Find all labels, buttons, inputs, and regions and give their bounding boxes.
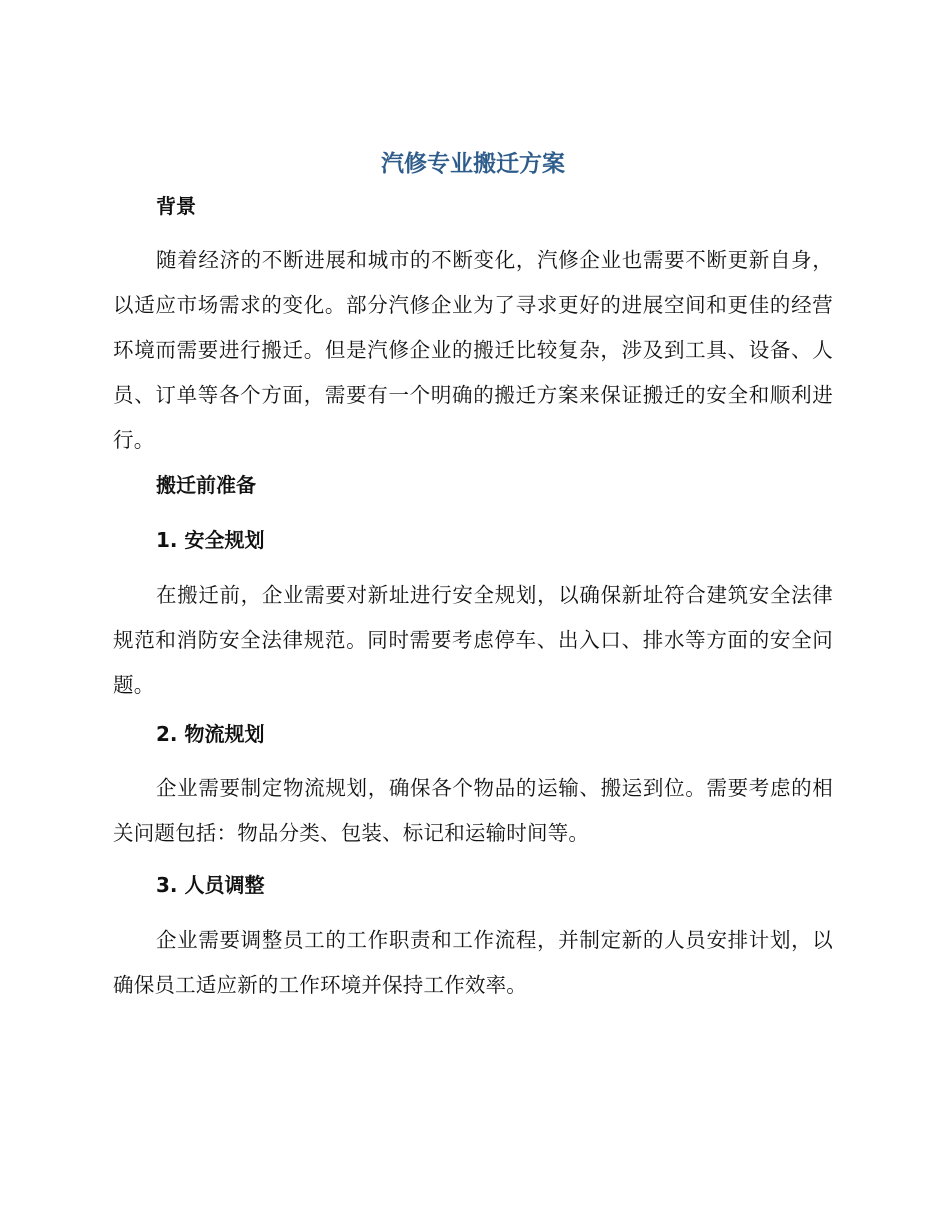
document-title: 汽修专业搬迁方案 bbox=[381, 151, 565, 177]
section-heading-background: 背景 bbox=[156, 194, 196, 218]
section-heading-preparation: 搬迁前准备 bbox=[156, 473, 256, 497]
section-heading-staff-adjustment: 3. 人员调整 bbox=[156, 873, 265, 897]
section-heading-safety-planning: 1. 安全规划 bbox=[156, 528, 265, 552]
section-paragraph-safety-planning: 在搬迁前，企业需要对新址进行安全规划，以确保新址符合建筑安全法律规范和消防安全法律规范。同时需要考虑停车、出入口、排水等方面的安全问题。 bbox=[113, 583, 833, 697]
section-paragraph-background: 随着经济的不断进展和城市的不断变化，汽修企业也需要不断更新自身，以适应市场需求的变化。部分汽修企业为了寻求更好的进展空间和更佳的经营环境而需要进行搬迁。但是汽修企业的搬迁比较复杂，涉及到工具、设备、人员、订单等各个方面，需要有一个明确的搬迁方案来保证搬迁的安全和顺利进行。 bbox=[113, 248, 833, 452]
section-paragraph-logistics-planning: 企业需要制定物流规划，确保各个物品的运输、搬运到位。需要考虑的相关问题包括：物品分类、包装、标记和运输时间等。 bbox=[113, 776, 833, 845]
section-paragraph-staff-adjustment: 企业需要调整员工的工作职责和工作流程，并制定新的人员安排计划，以确保员工适应新的工作环境并保持工作效率。 bbox=[113, 928, 833, 997]
section-heading-logistics-planning: 2. 物流规划 bbox=[156, 722, 265, 746]
